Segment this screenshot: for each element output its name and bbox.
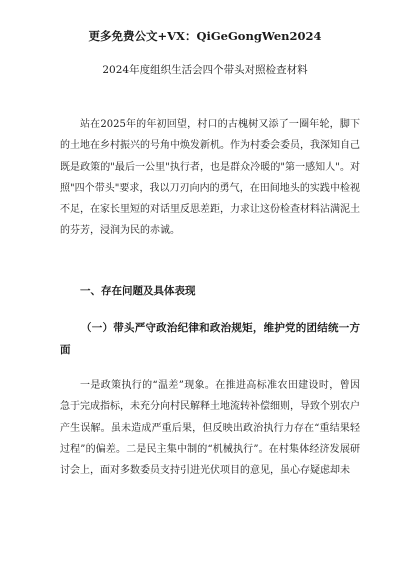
intro-paragraph: 站在2025年的年初回望，村口的古槐树又添了一圈年轮，脚下的土地在乡村振兴的号角中焕发新机。作为村委会委员，我深知自己既是政策的"最后一公里"执行者，也是群众冷暖的"第一感知人"。对照"四个带头"要求，我以刀刃向内的勇气，在田间地头的实践中检视不足，在家长里短的对话里反思差距，力求让这份检查材料沾满泥土的芬芳，浸润为民的赤诚。 bbox=[60, 119, 360, 237]
section-heading: 一、存在问题及具体表现 bbox=[80, 285, 196, 297]
subsection-heading: （一）带头严守政治纪律和政治规矩，维护党的团结统一方面 bbox=[60, 322, 360, 356]
watermark-banner: 更多免费公文+VX：QiGeGongWen2024 bbox=[88, 29, 322, 43]
body-paragraph: 一是政策执行的“温差”现象。在推进高标准农田建设时，曾因急于完成指标，未充分向村民解释土地流转补偿细则，导致个别农户产生误解。虽未造成严重后果，但反映出政治执行力存在“重结果轻过程”的偏差。二是民主集中制的“机械执行”。在村集体经济发展研讨会上，面对多数委员支持引进光伏项目的意见，虽心存疑虑却未 bbox=[60, 380, 360, 477]
document-title: 2024年度组织生活会四个带头对照检查材料 bbox=[102, 64, 308, 76]
